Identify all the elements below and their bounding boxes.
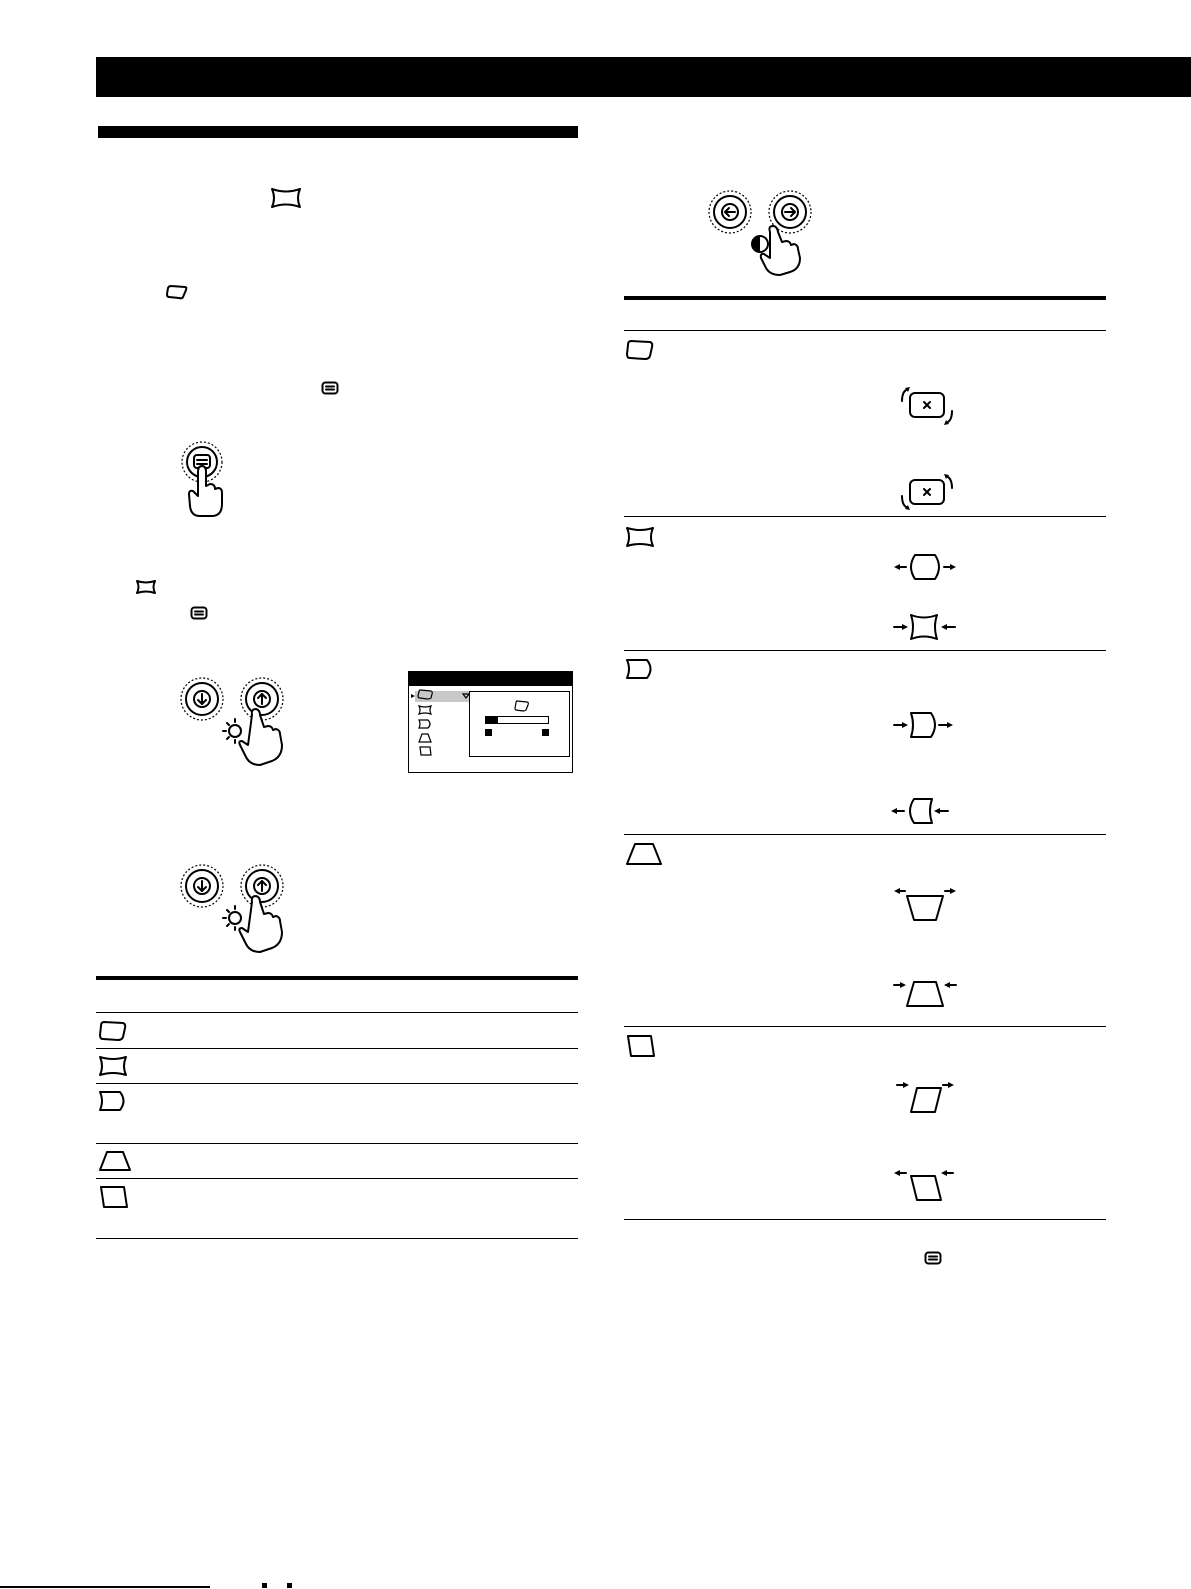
pincushion-contract-illustration [893, 612, 965, 642]
table-bottom-rule [624, 1219, 1106, 1220]
parallelogram-right-illustration [893, 1080, 965, 1116]
table-top-rule [624, 296, 1106, 300]
menu-button-icon [190, 606, 208, 620]
pin-balance-icon [625, 658, 655, 680]
osd-menu [408, 671, 573, 773]
table-row-rule [624, 834, 1106, 835]
pin-balance-icon [98, 1090, 128, 1112]
pincushion-icon [98, 1055, 128, 1077]
table-top-rule [96, 976, 578, 980]
table-row-rule [96, 1048, 578, 1049]
pincushion-expand-illustration [893, 552, 965, 582]
contrast-icon [752, 236, 768, 252]
rotation-icon [166, 284, 188, 300]
osd-submenu [469, 691, 570, 757]
right-arrow-icon [542, 729, 549, 736]
table-row-rule [96, 1143, 578, 1144]
menu-button-icon [924, 1251, 942, 1265]
left-arrow-icon [485, 729, 492, 736]
table-row-rule [624, 516, 1106, 517]
parallelogram-left-illustration [893, 1168, 965, 1204]
footer-mark [262, 1583, 267, 1588]
table-header-rule [96, 1012, 578, 1013]
section-heading-bar [98, 126, 578, 138]
trapezoid-narrower-top-illustration [893, 978, 965, 1014]
trapezoid-wider-top-illustration [893, 888, 965, 924]
table-row-rule [624, 1026, 1106, 1027]
table-row-rule [96, 1178, 578, 1179]
trapezoid-icon [98, 1150, 132, 1172]
table-bottom-rule [96, 1238, 578, 1239]
menu-button-press-illustration[interactable] [180, 440, 240, 524]
table-header-rule [624, 330, 1106, 331]
pincushion-icon [625, 526, 655, 548]
footer-mark [287, 1583, 292, 1588]
pin-balance-left-illustration [890, 796, 962, 826]
up-down-buttons-illustration[interactable] [180, 862, 300, 957]
rotation-icon [98, 1020, 128, 1042]
rotate-counterclockwise-illustration [896, 470, 960, 514]
up-down-buttons-illustration[interactable] [180, 675, 300, 770]
pincushion-icon [136, 580, 156, 594]
pincushion-icon [270, 187, 302, 209]
header-bar [96, 57, 1191, 97]
trapezoid-icon [625, 842, 663, 866]
page-footer-rule [0, 1586, 210, 1588]
rotation-icon [625, 339, 655, 361]
pin-balance-right-illustration [893, 710, 965, 740]
parallelogram-icon [625, 1034, 657, 1058]
osd-adjust-bar [485, 716, 549, 724]
menu-button-icon [321, 381, 339, 395]
parallelogram-icon [98, 1185, 130, 1209]
table-row-rule [96, 1083, 578, 1084]
left-right-buttons-illustration[interactable] [708, 190, 828, 280]
rotate-clockwise-illustration [896, 385, 960, 429]
table-row-rule [624, 650, 1106, 651]
osd-menu-titlebar [409, 672, 572, 686]
osd-adjust-bar-fill [486, 717, 498, 723]
